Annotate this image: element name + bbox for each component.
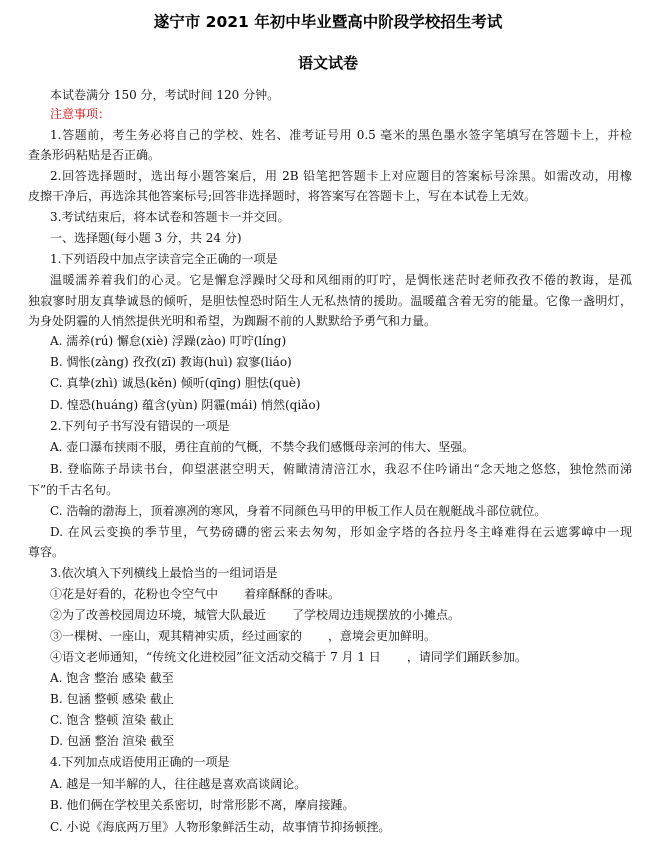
q3-item-1-text-b: 着痒酥酥的香味。 — [244, 587, 341, 601]
q3-item-4-text-a: ④语文老师通知，“传统文化进校园”征文活动交稿于 7 月 1 日 — [50, 650, 381, 664]
notice-2-line-1: 2.回答选择题时，选出每小题答案后，用 2B 铅笔把答题卡上对应题目的答案标号涂黑。如需改动，用橡 — [50, 169, 632, 183]
q2-option-d-line-2: 尊容。 — [28, 545, 65, 559]
q3-item-3-text-b: ，意境会更加鲜明。 — [328, 629, 437, 643]
q3-option-b: B. 包涵 整顿 感染 截止 — [50, 692, 174, 706]
q3-option-c: C. 饱含 整顿 渲染 截止 — [50, 713, 174, 727]
q3-option-a: A. 饱含 整治 感染 截至 — [50, 671, 174, 685]
q4-option-a: A. 越是一知半解的人，往往越是喜欢高谈阔论。 — [50, 777, 307, 791]
q2-stem: 2.下列句子书写没有错误的一项是 — [50, 419, 230, 433]
q3-item-4 — [50, 650, 632, 664]
q3-stem: 3.依次填入下列横线上最恰当的一组词语是 — [50, 566, 278, 580]
q1-option-c: C. 真挚(zhì) 诚恳(kěn) 倾听(qīng) 胆怯(què) — [50, 376, 301, 390]
q3-option-d: D. 包涵 整治 渲染 截至 — [50, 734, 175, 748]
q2-option-d-line-1: D. 在风云变换的季节里，气势磅礴的密云来去匆匆，形如金字塔的各拉丹冬主峰难得在云遮雾嶂中一现 — [50, 525, 632, 539]
q3-item-2-text-b: 了学校周边违规摆放的小摊点。 — [292, 608, 461, 622]
q4-option-b: B. 他们俩在学校里关系密切，时常形影不离，摩肩接踵。 — [50, 798, 355, 812]
q2-option-c: C. 浩翰的渤海上，顶着凛冽的寒风，身着不同颜色马甲的甲板工作人员在舰艇战斗部位就位。 — [50, 504, 547, 518]
q2-option-b-line-1: B. 登临陈子昂读书台，仰望湛湛空明天，俯瞰清清涪江水，我忍不住吟诵出“念天地之悠悠，独怆然而涕 — [50, 462, 632, 476]
q1-passage-line-2: 独寂寥时朋友真挚诚恳的倾听，是胆怯惶恐时陌生人无私热情的援助。温暖蕴含着无穷的能量。它像一盏明灯， — [28, 294, 632, 308]
notice-2-line-2: 皮擦干净后，再选涂其他答案标号;回答非选择题时，将答案写在答题卡上，写在本试卷上无效。 — [28, 189, 537, 203]
q1-stem: 1.下列语段中加点字读音完全正确的一项是 — [50, 252, 278, 266]
paper-subtitle: 语文试卷 — [297, 54, 358, 72]
q3-item-3-text-a: ③一棵树、一座山，观其精神实质，经过画家的 — [50, 629, 303, 643]
notice-1-line-2: 查条形码粘贴是否正确。 — [28, 148, 161, 162]
exam-title: 遂宁市 2021 年初中毕业暨高中阶段学校招生考试 — [153, 13, 503, 31]
q3-item-3 — [50, 629, 632, 643]
q1-passage-line-3: 为身处阴霾的人悄然提供光明和希望，为踟蹰不前的人默默给予勇气和力量。 — [28, 314, 437, 328]
q3-item-2 — [50, 608, 632, 622]
q1-option-d: D. 惶恐(huáng) 蕴含(yùn) 阴霾(mái) 悄然(qiǎo) — [50, 398, 321, 412]
q3-item-1 — [50, 587, 632, 601]
section-heading: 一、选择题(每小题 3 分，共 24 分) — [50, 231, 242, 245]
q2-option-b-line-2: 下”的千古名句。 — [28, 483, 119, 497]
q4-stem: 4.下列加点成语使用正确的一项是 — [50, 755, 230, 769]
q1-option-a: A. 濡养(rú) 懈怠(xiè) 浮躁(zào) 叮咛(líng) — [50, 334, 287, 348]
q4-option-c: C. 小说《海底两万里》人物形象鲜活生动，故事情节抑扬顿挫。 — [50, 820, 391, 834]
intro-line: 本试卷满分 150 分，考试时间 120 分钟。 — [50, 88, 280, 102]
q2-option-a: A. 壶口瀑布挟雨不服，勇往直前的气概，不禁令我们感慨母亲河的伟大、坚强。 — [50, 440, 475, 454]
q3-item-2-text-a: ②为了改善校园周边环境，城管大队最近 — [50, 608, 267, 622]
notice-3: 3.考试结束后，将本试卷和答题卡一并交回。 — [50, 210, 290, 224]
q1-passage-line-1: 温暖濡养着我们的心灵。它是懈怠浮躁时父母和风细雨的叮咛，是惆怅迷茫时老师孜孜不倦的教诲，是孤 — [50, 273, 632, 287]
q3-item-1-text-a: ①花是好看的，花粉也令空气中 — [50, 587, 219, 601]
notice-1-line-1: 1.答题前，考生务必将自己的学校、姓名、准考证号用 0.5 毫米的黑色墨水签字笔填写在答题卡上，并检 — [50, 128, 632, 142]
q1-option-b: B. 惆怅(zàng) 孜孜(zī) 教诲(huì) 寂寥(liáo) — [50, 355, 292, 369]
q3-item-4-text-b: ，请同学们踊跃参加。 — [406, 650, 527, 664]
notice-heading: 注意事项： — [50, 107, 111, 121]
